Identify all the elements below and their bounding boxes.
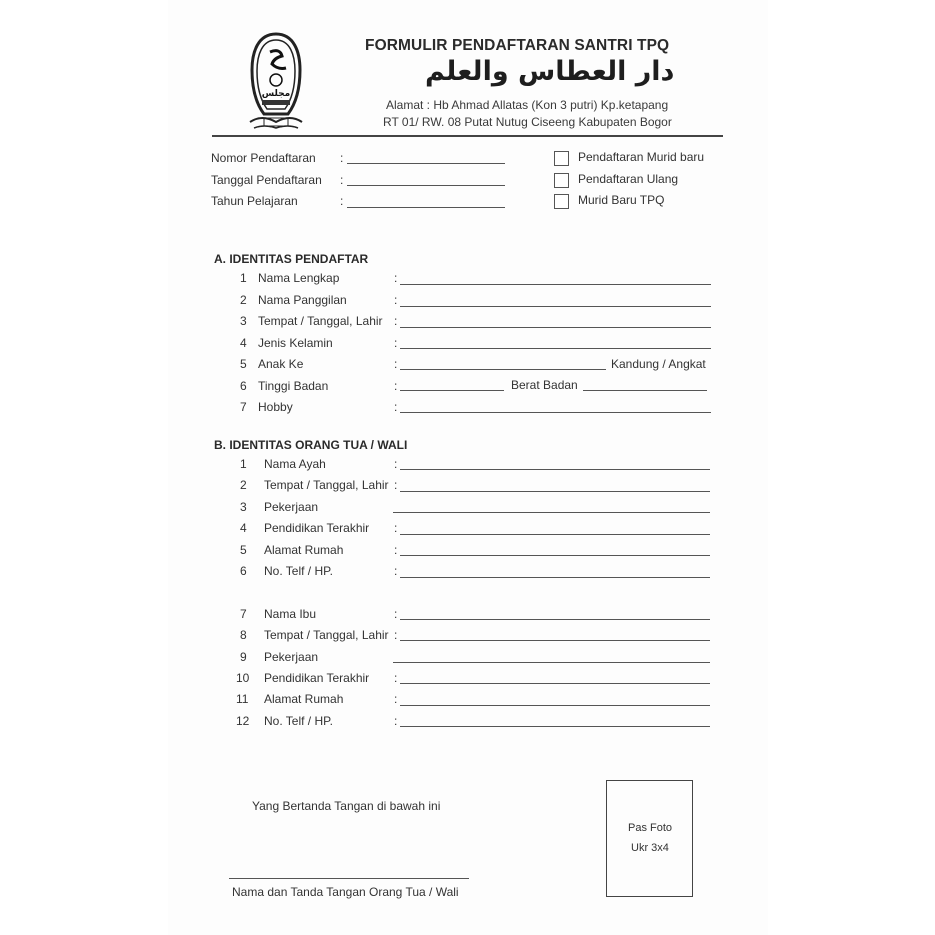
hobby-field[interactable] bbox=[400, 412, 711, 413]
mother-name-field[interactable] bbox=[400, 619, 710, 620]
item-number: 8 bbox=[240, 628, 247, 642]
mother-birth-label: Tempat / Tanggal, Lahir bbox=[264, 628, 389, 642]
father-name-label: Nama Ayah bbox=[264, 457, 326, 471]
mother-address-label: Alamat Rumah bbox=[264, 692, 344, 706]
item-number: 5 bbox=[240, 543, 247, 557]
logo-text: مجلس bbox=[261, 89, 291, 99]
option-re-registration-label: Pendaftaran Ulang bbox=[578, 172, 679, 186]
weight-field[interactable] bbox=[583, 390, 707, 391]
item-number: 12 bbox=[236, 714, 250, 728]
father-phone-label: No. Telf / HP. bbox=[264, 564, 333, 578]
academic-year-field[interactable] bbox=[347, 207, 505, 208]
nickname-label: Nama Panggilan bbox=[258, 293, 347, 307]
mother-birth-field[interactable] bbox=[400, 640, 710, 641]
signature-line[interactable] bbox=[229, 878, 469, 879]
hobby-label: Hobby bbox=[258, 400, 293, 414]
field-sep: : bbox=[394, 692, 398, 706]
option-new-student-label: Pendaftaran Murid baru bbox=[578, 150, 705, 164]
height-label: Tinggi Badan bbox=[258, 379, 329, 393]
signature-label: Nama dan Tanda Tangan Orang Tua / Wali bbox=[232, 885, 459, 899]
academic-year-label: Tahun Pelajaran bbox=[211, 194, 298, 208]
father-job-field[interactable] bbox=[393, 512, 710, 513]
item-number: 2 bbox=[240, 293, 247, 307]
birth-place-date-label: Tempat / Tanggal, Lahir bbox=[258, 314, 383, 328]
father-education-label: Pendidikan Terakhir bbox=[264, 521, 370, 535]
biological-adopted-label: Kandung / Angkat bbox=[611, 357, 706, 371]
field-sep: : bbox=[394, 457, 398, 471]
mother-name-label: Nama Ibu bbox=[264, 607, 317, 621]
father-education-field[interactable] bbox=[400, 534, 710, 535]
item-number: 1 bbox=[240, 457, 247, 471]
field-sep: : bbox=[394, 607, 398, 621]
mother-phone-label: No. Telf / HP. bbox=[264, 714, 333, 728]
address-line-2: RT 01/ RW. 08 Putat Nutug Ciseeng Kabupaten Bogor bbox=[383, 115, 672, 129]
father-name-field[interactable] bbox=[400, 469, 710, 470]
address-line-1: Alamat : Hb Ahmad Allatas (Kon 3 putri) Kp.ketapang bbox=[386, 98, 669, 112]
mother-job-field[interactable] bbox=[393, 662, 710, 663]
photo-size-label: Ukr 3x4 bbox=[631, 842, 669, 854]
form-title: FORMULIR PENDAFTARAN SANTRI TPQ bbox=[365, 37, 670, 54]
section-a-title: A. IDENTITAS PENDAFTAR bbox=[214, 252, 369, 266]
photo-box[interactable] bbox=[606, 780, 693, 897]
father-phone-field[interactable] bbox=[400, 577, 710, 578]
field-sep: : bbox=[394, 628, 398, 642]
field-sep: : bbox=[394, 314, 398, 328]
gender-field[interactable] bbox=[400, 348, 711, 349]
checkbox-new-tpq-student[interactable] bbox=[554, 194, 569, 209]
field-sep: : bbox=[394, 543, 398, 557]
mother-address-field[interactable] bbox=[400, 705, 710, 706]
registration-number-label: Nomor Pendaftaran bbox=[211, 151, 316, 165]
item-number: 5 bbox=[240, 357, 247, 371]
weight-label: Berat Badan bbox=[511, 378, 578, 392]
item-number: 6 bbox=[240, 564, 247, 578]
item-number: 3 bbox=[240, 314, 247, 328]
item-number: 2 bbox=[240, 478, 247, 492]
field-sep: : bbox=[394, 271, 398, 285]
signatory-statement: Yang Bertanda Tangan di bawah ini bbox=[252, 799, 441, 813]
father-birth-field[interactable] bbox=[400, 491, 710, 492]
field-sep: : bbox=[394, 400, 398, 414]
section-b-title: B. IDENTITAS ORANG TUA / WALI bbox=[214, 438, 408, 452]
item-number: 6 bbox=[240, 379, 247, 393]
photo-label: Pas Foto bbox=[628, 822, 673, 834]
item-number: 11 bbox=[236, 692, 249, 706]
field-sep: : bbox=[394, 714, 398, 728]
item-number: 9 bbox=[240, 650, 247, 664]
institution-logo bbox=[244, 30, 308, 134]
child-order-field[interactable] bbox=[400, 369, 606, 370]
item-number: 10 bbox=[236, 671, 250, 685]
full-name-field[interactable] bbox=[400, 284, 711, 285]
item-number: 4 bbox=[240, 521, 247, 535]
mother-job-label: Pekerjaan bbox=[264, 650, 319, 664]
field-sep: : bbox=[394, 336, 398, 350]
father-address-label: Alamat Rumah bbox=[264, 543, 344, 557]
checkbox-re-registration[interactable] bbox=[554, 173, 569, 188]
full-name-label: Nama Lengkap bbox=[258, 271, 340, 285]
mother-education-field[interactable] bbox=[400, 683, 710, 684]
field-sep: : bbox=[394, 293, 398, 307]
field-sep: : bbox=[394, 357, 398, 371]
registration-date-sep: : bbox=[340, 173, 344, 187]
field-sep: : bbox=[394, 671, 398, 685]
field-sep: : bbox=[394, 564, 398, 578]
field-sep: : bbox=[394, 379, 398, 393]
mother-phone-field[interactable] bbox=[400, 726, 710, 727]
arabic-title: دار العطاس والعلم bbox=[425, 56, 675, 87]
nickname-field[interactable] bbox=[400, 306, 711, 307]
height-field[interactable] bbox=[400, 390, 504, 391]
item-number: 4 bbox=[240, 336, 247, 350]
registration-number-sep: : bbox=[340, 151, 344, 165]
father-job-label: Pekerjaan bbox=[264, 500, 319, 514]
academic-year-sep: : bbox=[340, 194, 344, 208]
birth-place-date-field[interactable] bbox=[400, 327, 711, 328]
field-sep: : bbox=[394, 478, 398, 492]
registration-number-field[interactable] bbox=[347, 163, 505, 164]
gender-label: Jenis Kelamin bbox=[258, 336, 333, 350]
father-address-field[interactable] bbox=[400, 555, 710, 556]
checkbox-new-student[interactable] bbox=[554, 151, 569, 166]
father-birth-label: Tempat / Tanggal, Lahir bbox=[264, 478, 389, 492]
child-order-label: Anak Ke bbox=[258, 357, 304, 371]
registration-date-field[interactable] bbox=[347, 185, 505, 186]
item-number: 3 bbox=[240, 500, 247, 514]
registration-date-label: Tanggal Pendaftaran bbox=[211, 173, 322, 187]
option-new-tpq-label: Murid Baru TPQ bbox=[578, 193, 665, 207]
item-number: 1 bbox=[240, 271, 247, 285]
item-number: 7 bbox=[240, 607, 247, 621]
item-number: 7 bbox=[240, 400, 247, 414]
mother-education-label: Pendidikan Terakhir bbox=[264, 671, 370, 685]
header-divider bbox=[212, 135, 723, 137]
field-sep: : bbox=[394, 521, 398, 535]
